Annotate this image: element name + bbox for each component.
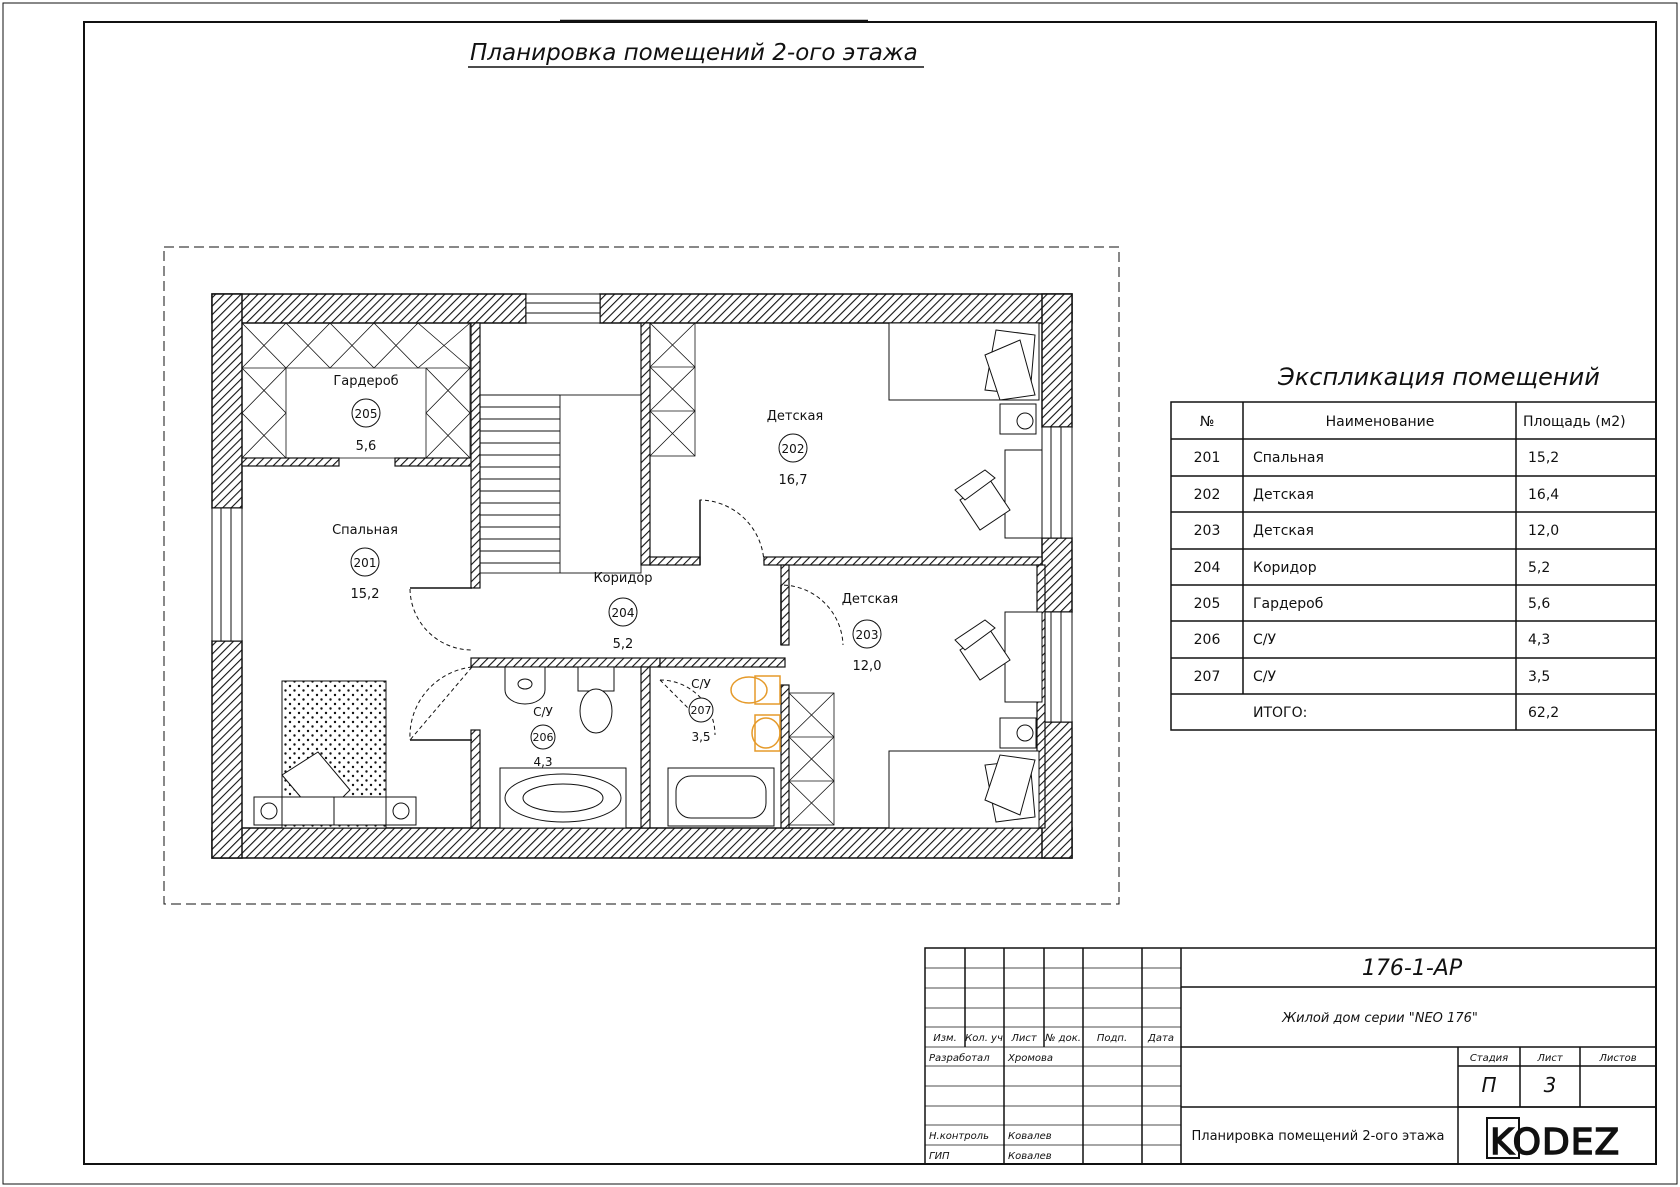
table-row <box>1194 450 1560 466</box>
room-area: 5,2 <box>612 637 634 652</box>
company-logo <box>1487 1118 1620 1163</box>
room-area: 12,0 <box>852 659 882 674</box>
explication-total-label: ИТОГО: <box>1253 705 1308 721</box>
staircase <box>480 395 641 573</box>
stamp-header-list: Лист <box>1011 1033 1037 1044</box>
stamp-sheet-label: Лист <box>1537 1053 1563 1064</box>
explication-title: Экспликация помещений <box>1278 363 1600 391</box>
row-number: 204 <box>1193 560 1221 576</box>
title-block <box>925 948 1656 1164</box>
explication-header-area: Площадь (м2) <box>1523 414 1626 430</box>
room-area: 4,3 <box>533 755 553 769</box>
room-207 <box>689 677 713 744</box>
stamp-header-date: Дата <box>1148 1033 1174 1044</box>
room-number: 204 <box>611 606 635 620</box>
room-labels <box>332 374 898 769</box>
row-number: 207 <box>1193 669 1221 685</box>
drawing-title: Планировка помещений 2-ого этажа <box>470 40 918 66</box>
room-203 <box>842 592 899 674</box>
room-name: Коридор <box>593 571 653 586</box>
row-area: 5,2 <box>1528 560 1551 576</box>
table-row <box>1194 487 1560 503</box>
bathroom-207-fixtures <box>668 768 774 826</box>
room-205 <box>333 374 398 454</box>
stamp-sheet-title: Планировка помещений 2-ого этажа <box>1191 1129 1445 1144</box>
room-area: 16,7 <box>778 473 808 488</box>
stamp-role-norm-control: Н.контроль <box>929 1131 989 1142</box>
stamp-code: 176-1-АР <box>1361 956 1463 981</box>
room-name: Детская <box>841 592 899 607</box>
row-name: Гардероб <box>1253 596 1324 612</box>
bathroom-206-fixtures <box>500 667 626 828</box>
room-area: 15,2 <box>350 587 380 602</box>
row-area: 16,4 <box>1528 487 1560 503</box>
room-name: С/У <box>533 705 553 719</box>
row-area: 12,0 <box>1528 523 1560 539</box>
room-number: 201 <box>353 556 377 570</box>
row-area: 4,3 <box>1528 632 1551 648</box>
bed-room-203 <box>889 612 1042 828</box>
company-logo-text: KODEZ <box>1490 1122 1621 1163</box>
stamp-stage-value: П <box>1481 1073 1497 1097</box>
sheet-outer-frame <box>3 3 1677 1184</box>
row-name: Детская <box>1253 487 1314 503</box>
explication-header-name: Наименование <box>1325 414 1435 430</box>
room-202 <box>767 409 824 488</box>
stamp-name-developer: Хромова <box>1008 1053 1053 1064</box>
stamp-header-izm: Изм. <box>933 1033 957 1044</box>
stamp-role-gip: ГИП <box>929 1151 950 1162</box>
room-number: 203 <box>855 628 879 642</box>
room-number: 207 <box>690 704 712 717</box>
room-201 <box>332 523 398 602</box>
bed-room-202 <box>889 323 1042 538</box>
explication-table <box>1171 363 1656 730</box>
room-206 <box>531 705 555 769</box>
bed-room-201 <box>254 681 416 828</box>
room-name: С/У <box>691 677 711 691</box>
row-name: Детская <box>1253 523 1314 539</box>
stamp-sheets-label: Листов <box>1599 1053 1637 1064</box>
room-204 <box>593 571 652 652</box>
row-name: С/У <box>1253 632 1277 648</box>
row-area: 3,5 <box>1528 669 1551 685</box>
row-name: Спальная <box>1253 450 1324 466</box>
room-number: 206 <box>532 731 554 744</box>
stamp-stage-label: Стадия <box>1469 1053 1509 1064</box>
table-row <box>1194 669 1551 685</box>
room-number: 202 <box>781 442 805 456</box>
stamp-name-norm-control: Ковалев <box>1008 1131 1052 1142</box>
stamp-header-doc: № док. <box>1045 1033 1081 1044</box>
row-name: Коридор <box>1253 560 1317 576</box>
explication-header-number: № <box>1199 414 1215 430</box>
table-row <box>1194 632 1551 648</box>
row-number: 203 <box>1193 523 1221 539</box>
room-name: Спальная <box>332 523 398 538</box>
stamp-name-gip: Ковалев <box>1008 1151 1052 1162</box>
bathroom-207-accent-fixtures <box>731 676 780 751</box>
room-name: Детская <box>766 409 824 424</box>
room-number: 205 <box>354 407 378 421</box>
row-area: 5,6 <box>1528 596 1551 612</box>
room-area: 3,5 <box>691 730 711 744</box>
stamp-role-developer: Разработал <box>929 1053 990 1064</box>
row-area: 15,2 <box>1528 450 1560 466</box>
row-number: 205 <box>1193 596 1221 612</box>
room-area: 5,6 <box>355 439 377 454</box>
stamp-project: Жилой дом серии "NEO 176" <box>1282 1011 1478 1026</box>
table-row <box>1194 560 1551 576</box>
row-number: 202 <box>1193 487 1221 503</box>
table-row <box>1194 596 1551 612</box>
row-number: 201 <box>1193 450 1221 466</box>
explication-total-value: 62,2 <box>1528 705 1560 721</box>
row-number: 206 <box>1193 632 1221 648</box>
stamp-header-podp: Подп. <box>1096 1033 1128 1044</box>
stamp-header-kol: Кол. уч <box>965 1033 1003 1044</box>
row-name: С/У <box>1253 669 1277 685</box>
stamp-sheet-value: 3 <box>1543 1073 1557 1097</box>
table-row <box>1194 523 1560 539</box>
room-name: Гардероб <box>333 374 399 389</box>
